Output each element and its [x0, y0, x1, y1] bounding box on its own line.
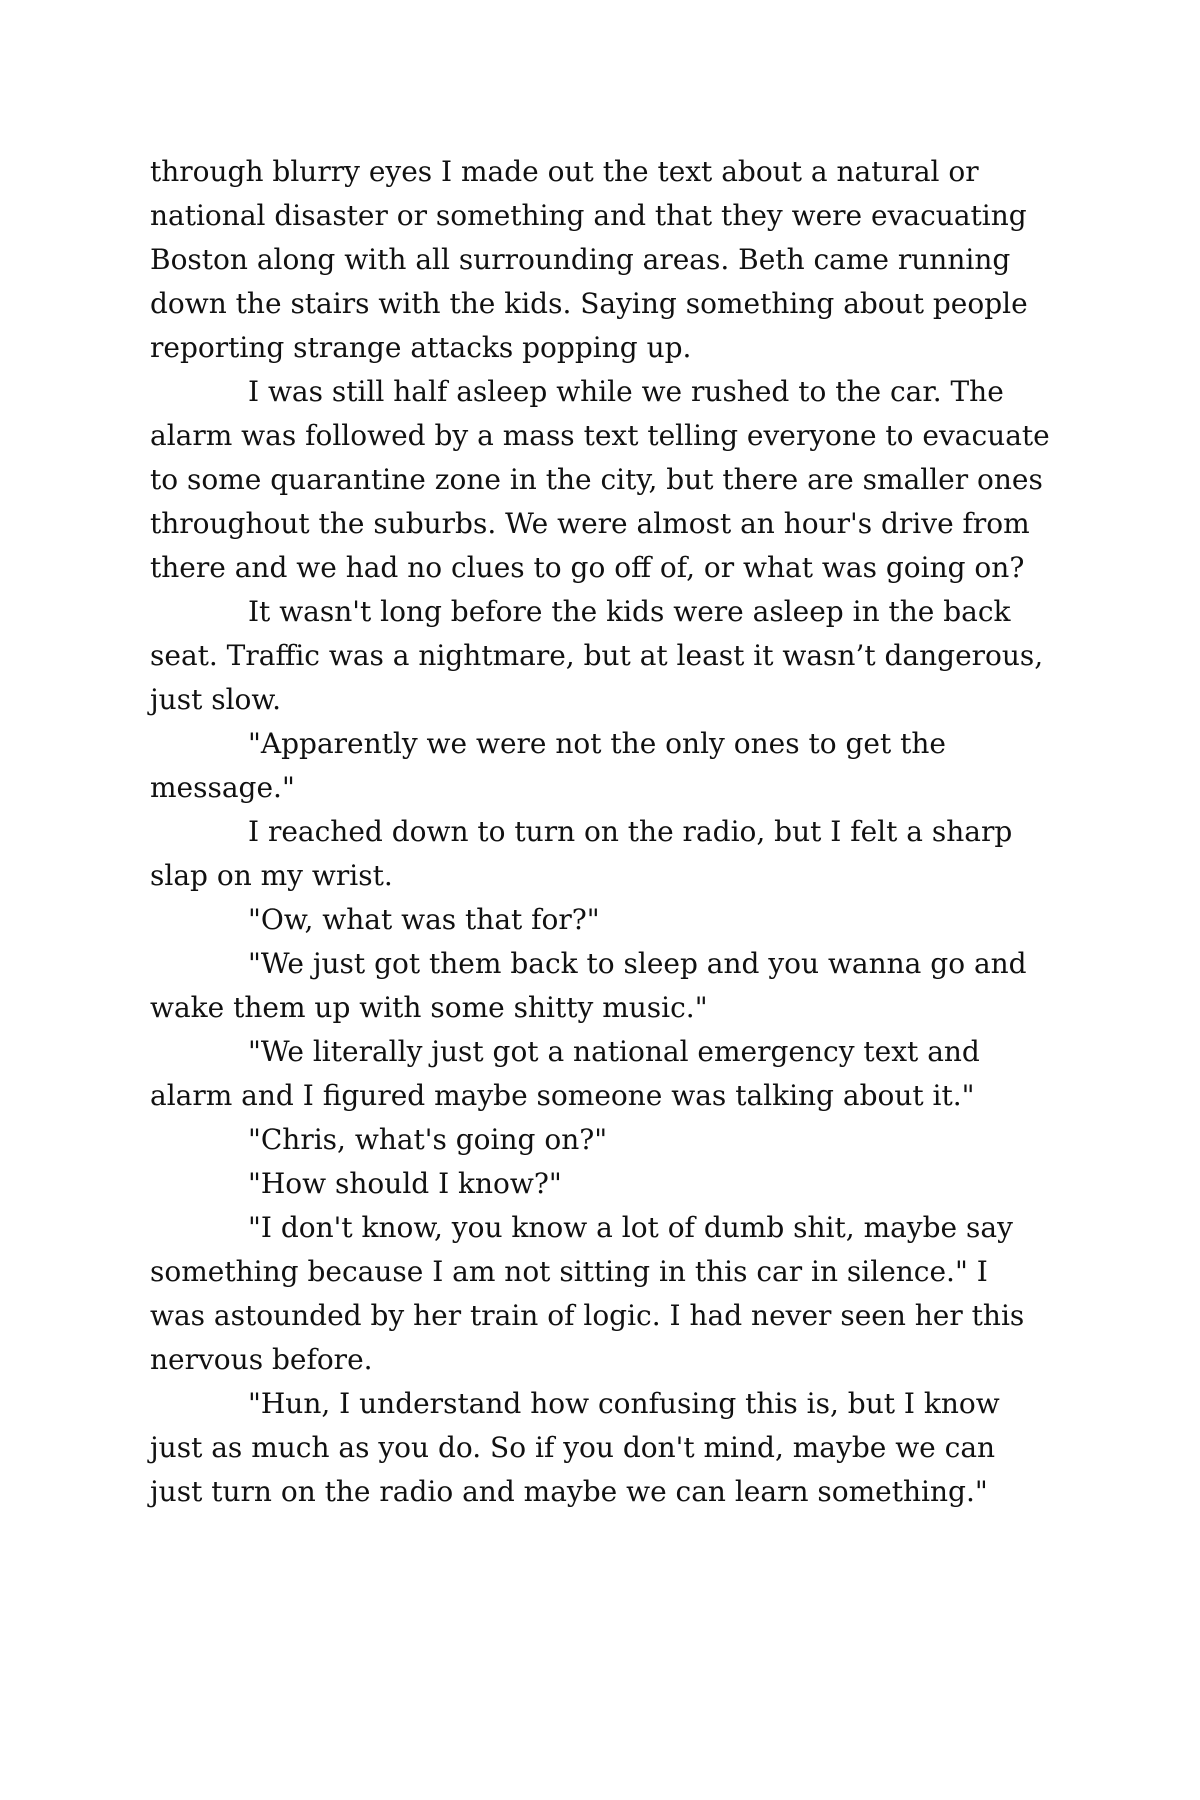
paragraph: "We just got them back to sleep and you wanna go and wake them up with some shitty music.": [150, 947, 1027, 1024]
paragraph: I was still half asleep while we rushed to the car. The alarm was followed by a mass text telling everyone to evacuate to some quarantine zone in the city, but there are smaller ones throughout the suburbs. We were almost an hour's drive from there and we had no clues to go off of, or what was going on?: [150, 375, 1050, 584]
book-page: [150, 150, 1050, 1514]
paragraph: "Chris, what's going on?": [248, 1123, 608, 1156]
paragraph: "Hun, I understand how confusing this is, but I know just as much as you do. So if you don't mind, maybe we can just turn on the radio and maybe we can learn something.": [150, 1387, 1000, 1508]
paragraph: It wasn't long before the kids were asleep in the back seat. Traffic was a nightmare, but at least it wasn’t dangerous, just slow.: [150, 595, 1044, 716]
paragraph: I reached down to turn on the radio, but I felt a sharp slap on my wrist.: [150, 815, 1013, 892]
paragraph: "How should I know?": [248, 1167, 562, 1200]
paragraph: "Apparently we were not the only ones to get the message.": [150, 727, 946, 804]
paragraph: "I don't know, you know a lot of dumb shit, maybe say something because I am not sitting in this car in silence." I was astounded by her train of logic. I had never seen her this nervous before.: [150, 1211, 1025, 1376]
paragraph: "Ow, what was that for?": [248, 903, 600, 936]
paragraph: through blurry eyes I made out the text about a natural or national disaster or something and that they were evacuating Boston along with all surrounding areas. Beth came running down the stairs with the kids. Saying something about people reporting strange attacks popping up.: [150, 155, 1028, 364]
paragraph: "We literally just got a national emergency text and alarm and I figured maybe someone was talking about it.": [150, 1035, 980, 1112]
